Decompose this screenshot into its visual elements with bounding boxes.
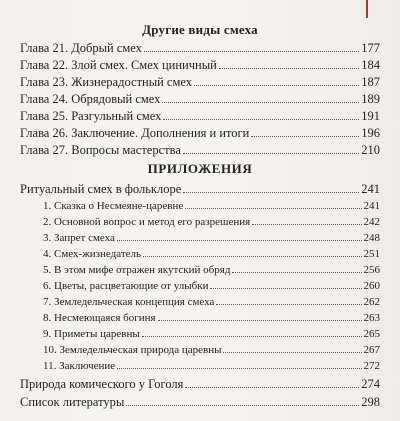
toc-subentry-2[interactable]: [43, 215, 380, 229]
dot-leader: [223, 352, 361, 353]
toc-subentry-label: 4. Смех-жизнедатель: [43, 248, 142, 260]
toc-subentry-1[interactable]: [43, 199, 380, 213]
toc-page-number: 260: [363, 280, 380, 292]
toc-page-number: 187: [361, 75, 380, 89]
toc-subentry-label: 6. Цветы, расцветающие от улыбки: [43, 280, 209, 292]
toc-entry-label: Список литературы: [20, 395, 125, 409]
dot-leader: [216, 304, 361, 305]
toc-page-number: 265: [363, 328, 380, 340]
toc-entry-literature[interactable]: [20, 394, 380, 410]
toc-entry-label: Глава 25. Разгульный смех: [20, 109, 162, 123]
dot-leader: [185, 208, 361, 209]
toc-subentry-label: 9. Приметы царевны: [43, 328, 140, 340]
toc-page-number: 272: [363, 360, 380, 372]
toc-page-number: 267: [363, 344, 380, 356]
toc-page-number: 263: [363, 312, 380, 324]
dot-leader: [126, 405, 359, 406]
toc-subentry-label: 10. Земледельческая природа царевны: [43, 344, 222, 356]
toc-page-number: 256: [363, 264, 380, 276]
toc-page-number: 189: [361, 92, 380, 106]
toc-page-number: 210: [361, 143, 380, 157]
toc-entry-label: Глава 23. Жизнерадостный смех: [20, 75, 193, 89]
toc-page-number: 241: [363, 200, 380, 212]
toc-subentry-6[interactable]: [43, 279, 380, 293]
toc-subentry-label: 2. Основной вопрос и метод его разрешения: [43, 216, 251, 228]
toc-subentry-label: 8. Несмеющаяся богиня: [43, 312, 156, 324]
dot-leader: [142, 336, 362, 337]
toc-entry-gogol[interactable]: [20, 376, 380, 392]
toc-entry-ritual-laughter[interactable]: [20, 181, 380, 197]
dot-leader: [158, 320, 362, 321]
toc-subentry-11[interactable]: [43, 359, 380, 373]
toc-entry-label: Глава 26. Заключение. Дополнения и итоги: [20, 126, 250, 140]
dot-leader: [185, 387, 359, 388]
toc-page-number: 251: [363, 248, 380, 260]
dot-leader: [117, 368, 361, 369]
toc-page-number: 262: [363, 296, 380, 308]
dot-leader: [252, 224, 361, 225]
toc-subentry-label: 5. В этом мифе отражен якутский обряд: [43, 264, 231, 276]
toc-page-number: 241: [361, 182, 380, 196]
section-title-other-laughter: Другие виды смеха: [142, 22, 258, 37]
toc-subentry-label: 7. Земледельческая концепция смеха: [43, 296, 215, 308]
toc-page-number: 274: [361, 377, 380, 391]
toc-subentry-9[interactable]: [43, 327, 380, 341]
toc-page-number: 248: [363, 232, 380, 244]
toc-entry-label: Глава 21. Добрый смех: [20, 41, 142, 55]
toc-page-number: 184: [361, 58, 380, 72]
dot-leader: [143, 256, 361, 257]
toc-page-number: 177: [361, 41, 380, 55]
toc-page-number: 242: [363, 216, 380, 228]
toc-subentry-10[interactable]: [43, 343, 380, 357]
toc-subentry-label: 3. Запрет смеха: [43, 232, 115, 244]
toc-subentry-label: 11. Заключение: [43, 360, 116, 372]
dot-leader: [183, 192, 359, 193]
toc-entry-label: Глава 22. Злой смех. Смех циничный: [20, 58, 217, 72]
toc-entry-label: Ритуальный смех в фольклоре: [20, 182, 182, 196]
toc-page-number: 298: [361, 395, 380, 409]
toc-subentry-label: 1. Сказка о Несмеяне-царевне: [43, 200, 184, 212]
toc-page-number: 191: [361, 109, 380, 123]
toc-subentry-4[interactable]: [43, 247, 380, 261]
toc-entry-label: Глава 27. Вопросы мастерства: [20, 143, 181, 157]
toc-subentry-5[interactable]: [43, 263, 380, 277]
toc-entry-label: Природа комического у Гоголя: [20, 377, 184, 391]
dot-leader: [210, 288, 361, 289]
toc-page-number: 196: [361, 126, 380, 140]
toc-subentry-3[interactable]: [43, 231, 380, 245]
section-title-appendices: ПРИЛОЖЕНИЯ: [147, 161, 253, 176]
dot-leader: [117, 240, 362, 241]
toc-subentry-8[interactable]: [43, 311, 380, 325]
toc-subentry-7[interactable]: [43, 295, 380, 309]
dot-leader: [232, 272, 361, 273]
toc-entry-label: Глава 24. Обрядовый смех: [20, 92, 161, 106]
